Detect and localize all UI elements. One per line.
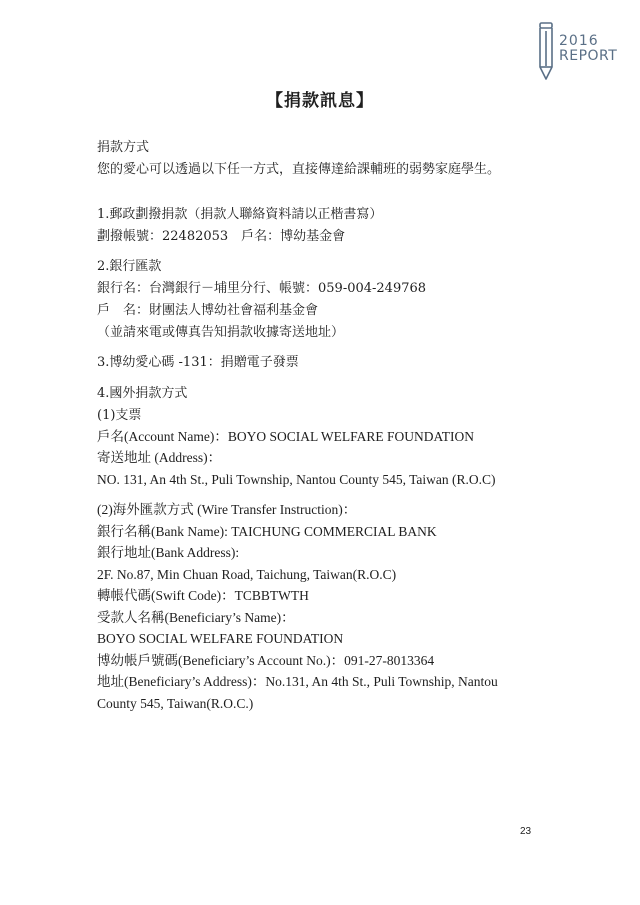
report-label: REPORT: [559, 48, 618, 64]
einvoice-heading: 3.博幼愛心碼 -131：捐贈電子發票: [97, 355, 299, 370]
wire-swift-code: 轉帳代碼(Swift Code)：TCBBTWTH: [97, 588, 309, 603]
postal-detail: 劃撥帳號：22482053 戶名：博幼基金會: [97, 229, 346, 244]
check-address: NO. 131, An 4th St., Puli Township, Nantou County 545, Taiwan (R.O.C): [97, 472, 496, 487]
wire-bank-name: 銀行名稱(Bank Name): TAICHUNG COMMERCIAL BANK: [97, 524, 437, 539]
wire-beneficiary-address: 地址(Beneficiary’s Address)：No.131, An 4th St., Puli Township, Nantou: [97, 674, 498, 689]
bank-heading: 2.銀行匯款: [97, 259, 162, 274]
report-year: 2016: [559, 33, 599, 49]
bank-account: 銀行名：台灣銀行－埔里分行、帳號：059-004-249768: [97, 281, 427, 296]
bank-holder: 戶 名：財團法人博幼社會福利基金會: [97, 303, 319, 318]
wire-beneficiary-address-cont: County 545, Taiwan(R.O.C.): [97, 696, 254, 711]
bank-note: （並請來電或傳真告知捐款收據寄送地址）: [97, 325, 345, 340]
wire-bank-address: 2F. No.87, Min Chuan Road, Taichung, Taiwan(R.O.C): [97, 567, 397, 582]
page-title: 【捐款訊息】: [266, 91, 374, 111]
wire-bank-address-label: 銀行地址(Bank Address):: [97, 545, 240, 560]
postal-heading: 1.郵政劃撥捐款（捐款人聯絡資料請以正楷書寫）: [97, 207, 383, 222]
check-address-label: 寄送地址 (Address)：: [97, 450, 222, 465]
page-number: 23: [520, 826, 532, 837]
intro-text: 您的愛心可以透過以下任一方式，直接傳達給課輔班的弱勢家庭學生。: [97, 162, 501, 177]
report-badge: [535, 22, 625, 82]
wire-account-number: 博幼帳戶號碼(Beneficiary’s Account No.)：091-27-8013364: [97, 653, 435, 668]
wire-beneficiary-name: BOYO SOCIAL WELFARE FOUNDATION: [97, 631, 344, 646]
overseas-heading: 4.國外捐款方式: [97, 386, 188, 401]
intro-label: 捐款方式: [97, 140, 150, 155]
wire-beneficiary-label: 受款人名稱(Beneficiary’s Name)：: [97, 610, 295, 625]
check-label: (1)支票: [97, 408, 142, 423]
wire-label: (2)海外匯款方式 (Wire Transfer Instruction)：: [97, 502, 357, 517]
check-account-name: 戶名(Account Name)：BOYO SOCIAL WELFARE FOUNDATION: [97, 429, 474, 444]
